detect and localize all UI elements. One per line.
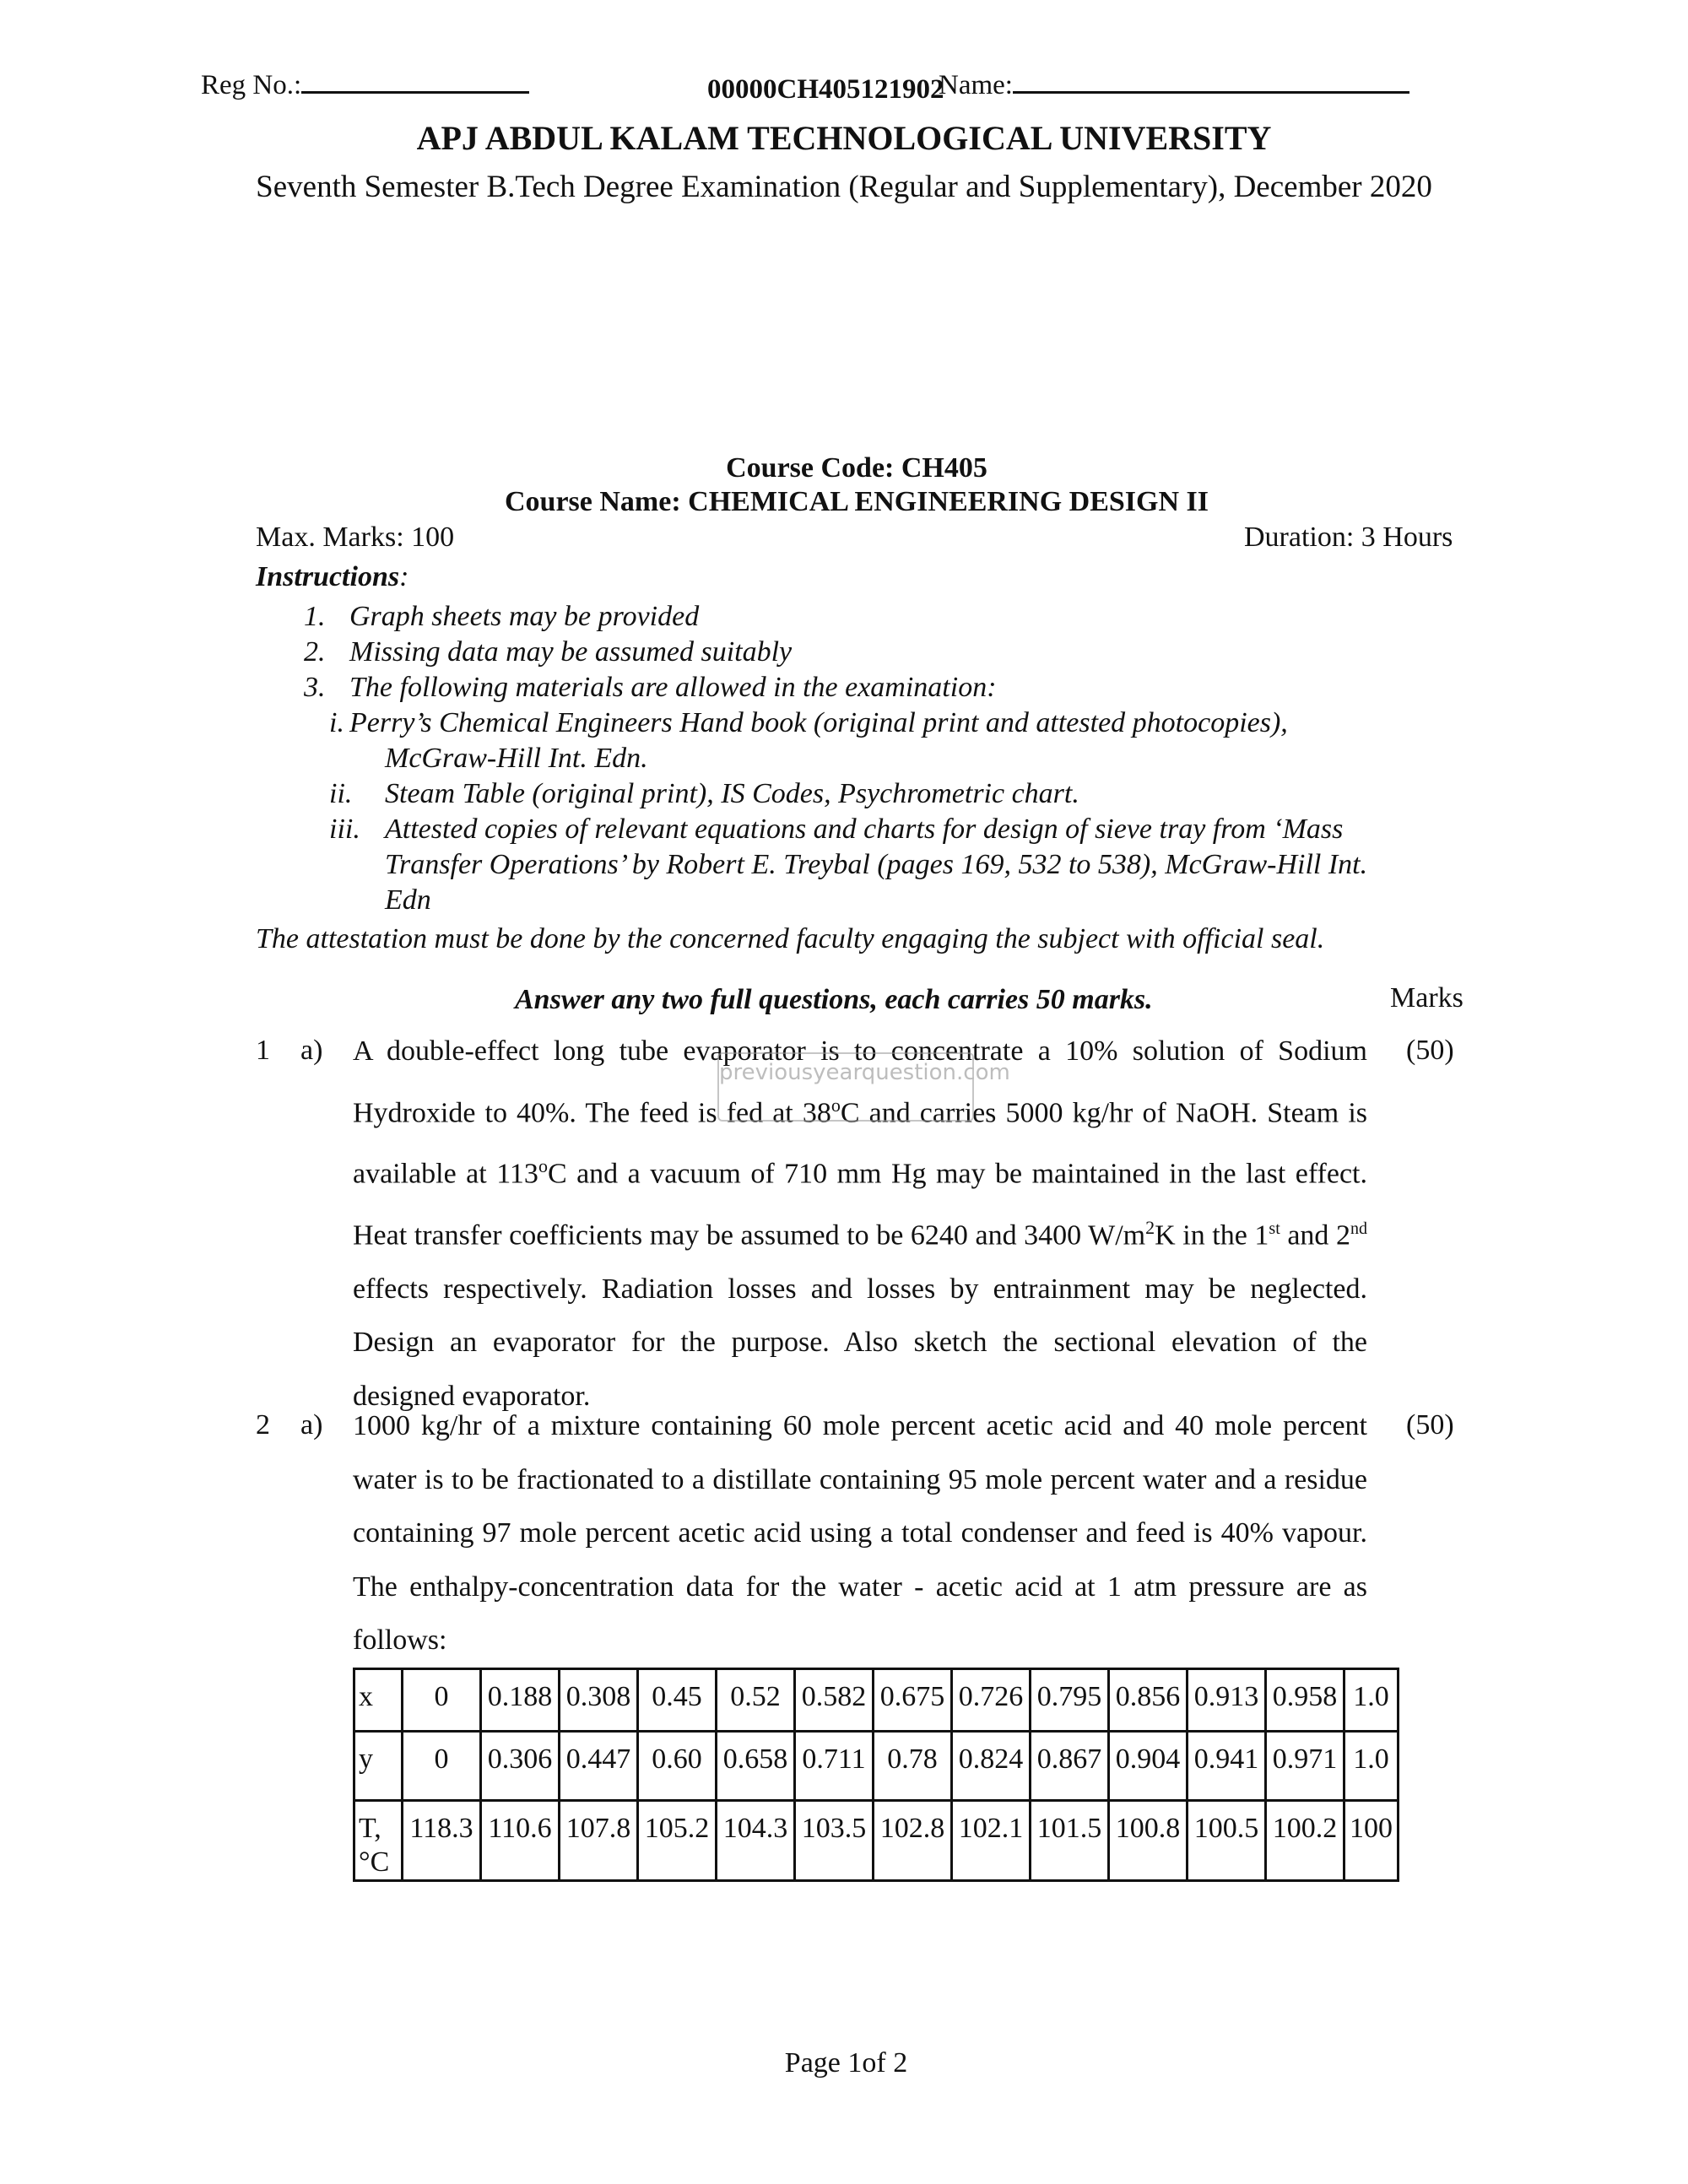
q1-sup: st: [1269, 1219, 1280, 1239]
question-marks: (50): [1406, 1409, 1454, 1441]
reg-no-label: [201, 69, 529, 101]
table-cell: 0.941: [1188, 1732, 1266, 1801]
table-cell: 0: [403, 1669, 481, 1732]
instruction-num: 2.: [304, 636, 326, 668]
table-cell: 0: [403, 1732, 481, 1801]
name-label: [939, 69, 1409, 101]
table-cell: 0.447: [560, 1732, 638, 1801]
table-cell: 0.308: [560, 1669, 638, 1732]
table-cell: 104.3: [717, 1801, 795, 1881]
name-text: Name:: [939, 70, 1013, 100]
table-cell: 103.5: [795, 1801, 874, 1881]
vle-data-table-body: [354, 1669, 1399, 1881]
table-cell: 0.958: [1266, 1669, 1344, 1732]
table-cell: 110.6: [481, 1801, 560, 1881]
table-cell: 0.60: [638, 1732, 717, 1801]
table-row-label: y: [354, 1732, 403, 1801]
q1-sup: o: [830, 1094, 841, 1116]
sub-item-num: ii.: [329, 778, 353, 809]
table-cell: 102.1: [952, 1801, 1031, 1881]
max-marks: Max. Marks: 100: [256, 522, 455, 553]
sub-item-num: i.: [329, 707, 344, 738]
question-sub: a): [300, 1409, 323, 1441]
q1-text-f: effects respectively. Radiation losses and losses by entrainment may be neglected. Design an evaporator for the purpose. Also sketch the sectional elevation of the designed evaporator.: [353, 1273, 1367, 1412]
instruction-item: [304, 672, 326, 704]
page-footer: Page 1of 2: [784, 2047, 908, 2079]
table-cell: 100.2: [1266, 1801, 1344, 1881]
course-code: Course Code: CH405: [726, 452, 987, 484]
table-cell: 0.306: [481, 1732, 560, 1801]
table-cell: 0.45: [638, 1669, 717, 1732]
instruction-item: [304, 636, 326, 668]
instruction-text: Graph sheets may be provided: [349, 601, 700, 632]
instructions-heading-text: Instructions: [256, 561, 400, 592]
table-row-label: T, °C: [354, 1801, 403, 1881]
q1-text-b: C and carries 5000 kg/hr of NaOH. Steam is available at 113: [353, 1096, 1367, 1190]
table-cell: 100: [1344, 1801, 1399, 1881]
question-number: 2: [256, 1409, 270, 1441]
paper-code: 00000CH405121902: [707, 74, 944, 105]
table-cell: 0.711: [795, 1732, 874, 1801]
reg-no-field[interactable]: [301, 69, 529, 94]
table-cell: 0.726: [952, 1669, 1031, 1732]
table-row: [354, 1669, 1399, 1732]
q1-text-c: C and a vacuum of 710 mm Hg may be maintained in the last effect. Heat transfer coefficients may be assumed to be 6240 and 3400 W/m: [353, 1158, 1367, 1251]
vle-data-table: [353, 1668, 1399, 1882]
q1-text-d: K in the 1: [1155, 1219, 1269, 1251]
table-cell: 0.904: [1109, 1732, 1188, 1801]
table-cell: 1.0: [1344, 1732, 1399, 1801]
q1-sup: 2: [1145, 1217, 1155, 1239]
instruction-text: The following materials are allowed in the examination:: [349, 672, 997, 703]
attestation-note: The attestation must be done by the concerned faculty engaging the subject with official seal.: [256, 923, 1325, 954]
watermark-stamp: previousyearquestion.com: [717, 1052, 974, 1122]
instructions-heading: Instructions:: [256, 561, 409, 592]
sub-item-line: McGraw-Hill Int. Edn.: [385, 743, 648, 774]
instruction-num: 3.: [304, 672, 326, 703]
table-cell: 0.824: [952, 1732, 1031, 1801]
table-cell: 102.8: [874, 1801, 952, 1881]
table-cell: 101.5: [1031, 1801, 1109, 1881]
table-cell: 0.856: [1109, 1669, 1188, 1732]
table-cell: 1.0: [1344, 1669, 1399, 1732]
sub-item-line: Transfer Operations’ by Robert E. Treybal (pages 169, 532 to 538), McGraw-Hill Int.: [385, 849, 1368, 880]
table-cell: 100.8: [1109, 1801, 1188, 1881]
table-cell: 0.675: [874, 1669, 952, 1732]
table-cell: 100.5: [1188, 1801, 1266, 1881]
university-title: APJ ABDUL KALAM TECHNOLOGICAL UNIVERSITY: [416, 119, 1272, 157]
answer-note: Answer any two full questions, each carries 50 marks.: [515, 984, 1153, 1015]
q1-sup: nd: [1350, 1219, 1368, 1239]
marks-heading: Marks: [1390, 982, 1463, 1014]
table-cell: 107.8: [560, 1801, 638, 1881]
table-cell: 0.78: [874, 1732, 952, 1801]
table-cell: 0.867: [1031, 1732, 1109, 1801]
table-row: [354, 1732, 1399, 1801]
sub-item-line: Perry’s Chemical Engineers Hand book (original print and attested photocopies),: [349, 707, 1288, 738]
table-cell: 0.795: [1031, 1669, 1109, 1732]
q1-text-e: and 2: [1280, 1219, 1351, 1251]
sub-item-num: iii.: [329, 814, 360, 845]
table-cell: 105.2: [638, 1801, 717, 1881]
name-field[interactable]: [1013, 69, 1409, 94]
exam-title: Seventh Semester B.Tech Degree Examination (Regular and Supplementary), December 2020: [256, 170, 1432, 204]
table-row: [354, 1801, 1399, 1881]
duration: Duration: 3 Hours: [1244, 522, 1453, 553]
instruction-item: [304, 601, 326, 633]
table-cell: 118.3: [403, 1801, 481, 1881]
table-cell: 0.658: [717, 1732, 795, 1801]
q1-sup: o: [538, 1155, 548, 1177]
reg-no-text: Reg No.:: [201, 70, 302, 100]
table-cell: 0.188: [481, 1669, 560, 1732]
table-cell: 0.913: [1188, 1669, 1266, 1732]
sub-item-line: Attested copies of relevant equations and charts for design of sieve tray from ‘Mass: [385, 814, 1344, 845]
table-cell: 0.52: [717, 1669, 795, 1732]
instruction-num: 1.: [304, 601, 326, 632]
table-cell: 0.971: [1266, 1732, 1344, 1801]
sub-item-line: Steam Table (original print), IS Codes, Psychrometric chart.: [385, 778, 1079, 809]
course-name: Course Name: CHEMICAL ENGINEERING DESIGN II: [504, 486, 1209, 517]
instruction-text: Missing data may be assumed suitably: [349, 636, 793, 668]
question-number: 1: [256, 1035, 270, 1066]
table-row-label: x: [354, 1669, 403, 1732]
sub-item-line: Edn: [385, 884, 431, 916]
question-marks: (50): [1406, 1035, 1454, 1066]
table-cell: 0.582: [795, 1669, 874, 1732]
q1-text-a: A double-effect long tube evaporator is to concentrate a 10% solution of Sodium Hydroxide to 40%. The feed is fed at 38: [353, 1035, 1367, 1128]
question-text: 1000 kg/hr of a mixture containing 60 mole percent acetic acid and 40 mole percent water is to be fractionated to a distillate containing 95 mole percent water and a residue containing 97 mole percent acetic acid using a total condenser and feed is 40% vapour. The enthalpy-concentration data for the water - acetic acid at 1 atm pressure are as follows:: [353, 1410, 1367, 1656]
question-sub: a): [300, 1035, 323, 1066]
